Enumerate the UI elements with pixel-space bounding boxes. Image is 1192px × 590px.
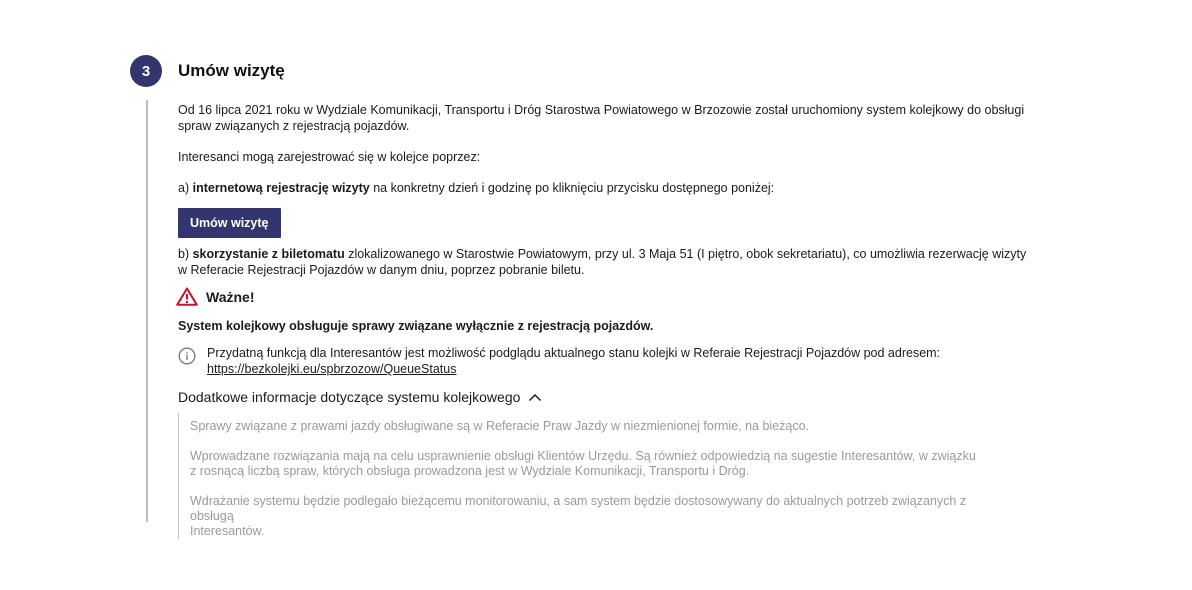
step-number: 3 <box>141 62 151 80</box>
intro-paragraph: Od 16 lipca 2021 roku w Wydziale Komunikacji, Transportu i Dróg Starostwa Powiatowego w Brzozowie został uruchomiony system kolejkowy do obsługi spraw związanych z rejestracją pojazdów. <box>178 103 1025 133</box>
info-text: Przydatną funkcją dla Interesantów jest możliwość podglądu aktualnego stanu kolejki w Referaie Rejestracji Pojazdów pod adresem: <box>207 346 941 360</box>
accordion-paragraph-1: Sprawy związane z prawami jazdy obsługiwane są w Referacie Praw Jazdy w niezmienionej formie, na bieżąco. <box>190 419 810 433</box>
warning-triangle-icon <box>176 287 198 306</box>
accordion-paragraph-3: Wdrażanie systemu będzie podlegało bieżącemu monitorowaniu, a sam system będzie dostosowywany do aktualnych potrzeb związanych z obsługą Interesantów. <box>190 494 967 538</box>
info-circle-icon <box>178 347 196 365</box>
accordion-title: Dodatkowe informacje dotyczące systemu kolejkowego <box>178 389 521 405</box>
important-text: System kolejkowy obsługuje sprawy związane wyłącznie z rejestracją pojazdów. <box>178 319 654 333</box>
accordion-toggle[interactable] <box>178 389 1058 405</box>
accordion-content <box>178 413 1010 539</box>
register-intro-text: Interesanci mogą zarejestrować się w kolejce poprzez: <box>178 150 481 164</box>
step-connector-line <box>146 100 148 522</box>
queue-status-link[interactable]: https://bezkolejki.eu/spbrzozow/QueueStatus <box>207 362 457 376</box>
book-visit-button[interactable]: Umów wizytę <box>178 208 281 238</box>
warning-heading <box>176 287 1058 306</box>
warning-title: Ważne! <box>206 288 255 305</box>
option-a-text: a) internetową rejestrację wizyty na konkretny dzień i godzinę po kliknięciu przycisku dostępnego poniżej: <box>178 181 775 195</box>
option-b-text: b) skorzystanie z biletomatu zlokalizowanego w Starostwie Powiatowym, przy ul. 3 Maja 51 (I piętro, obok sekretariatu), co umożliwia rezerwację wizyty w Referacie Rejestracji Pojazdów w danym dniu, poprzez pobranie biletu. <box>178 247 1027 277</box>
step-content <box>178 102 1058 539</box>
step-title: Umów wizytę <box>178 61 285 80</box>
accordion-paragraph-2: Wprowadzane rozwiązania mają na celu usprawnienie obsługi Klientów Urzędu. Są również odpowiedzią na sugestie Interesantów, w związku z rosnącą liczbą spraw, których obsługa prowadzona jest w Wydziale Komunikacji, Transportu i Dróg. <box>190 449 976 478</box>
chevron-up-icon <box>528 393 542 402</box>
queue-status-info <box>178 345 1058 377</box>
step-number-badge <box>130 55 162 87</box>
